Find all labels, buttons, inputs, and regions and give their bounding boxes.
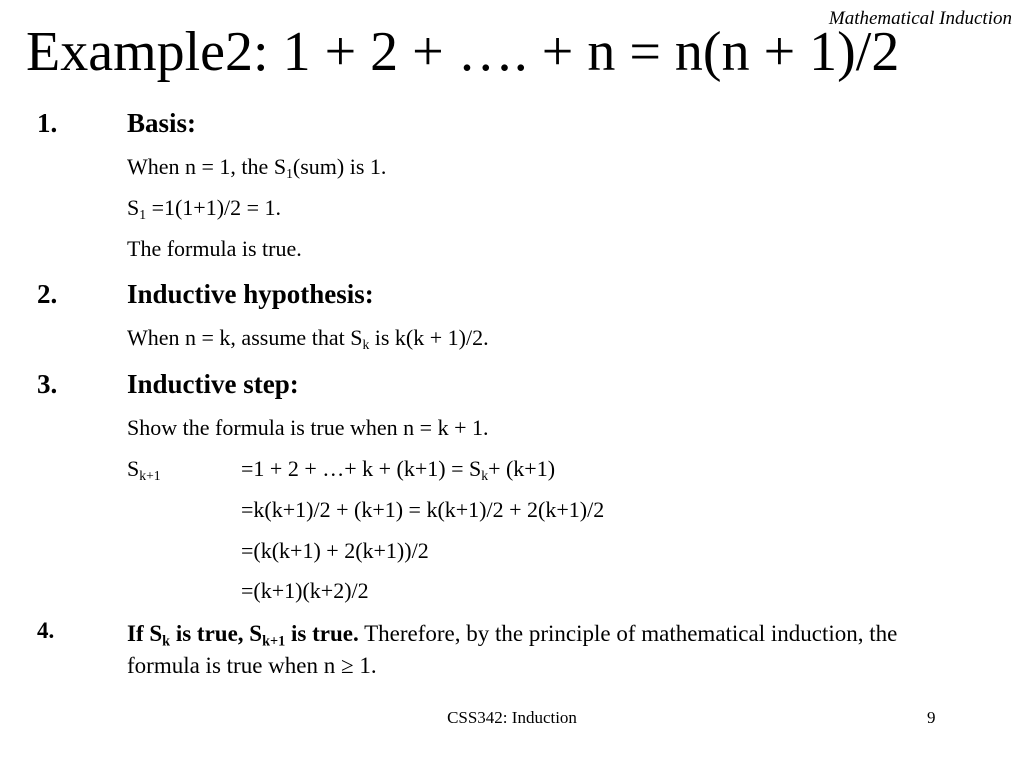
footer-course: CSS342: Induction bbox=[447, 708, 577, 727]
basis-line-3: The formula is true. bbox=[127, 236, 302, 261]
step-2-heading: Inductive hypothesis: bbox=[127, 279, 374, 309]
conclusion-paragraph: If $S_k$ is true, $S_{k+1}$ is true. Therefore, by the principle of mathematical induction, the formula is true when n ≥ 1. bbox=[127, 621, 898, 678]
inductive-step-eq-3: =(k(k+1) + 2(k+1))/2 bbox=[241, 538, 429, 563]
section-tag: Mathematical Induction bbox=[828, 8, 1012, 29]
step-4-number: 4. bbox=[37, 618, 55, 643]
basis-line-2: $S_1 =1(1+1)/2 = 1$. bbox=[127, 195, 282, 223]
slide-title: Example2: 1 + 2 + …. + n = n(n + 1)/2 bbox=[26, 21, 900, 83]
step-2-number: 2. bbox=[37, 279, 58, 309]
step-3-number: 3. bbox=[37, 369, 58, 399]
page-number: 9 bbox=[927, 708, 936, 727]
step-3-heading: Inductive step: bbox=[127, 369, 299, 399]
basis-line-1: When n = 1, the $S_1(sum)$ is 1. bbox=[127, 154, 387, 182]
inductive-step-s-label: $S_{k+1}$ bbox=[127, 456, 161, 484]
step-1-heading: Basis: bbox=[127, 108, 197, 138]
inductive-step-line-1: Show the formula is true when n = k + 1. bbox=[127, 415, 489, 440]
hypothesis-line-1: When n = k, assume that $S_k$ is k(k + 1)/2. bbox=[127, 325, 489, 353]
inductive-step-eq-4: =(k+1)(k+2)/2 bbox=[241, 578, 369, 603]
step-1-number: 1. bbox=[37, 108, 58, 138]
inductive-step-eq-2: =k(k+1)/2 + (k+1) = k(k+1)/2 + 2(k+1)/2 bbox=[241, 497, 605, 522]
inductive-step-eq-1: =1 + 2 + …+ $k + (k+1) = S_k+ (k+1)$ bbox=[241, 456, 556, 484]
